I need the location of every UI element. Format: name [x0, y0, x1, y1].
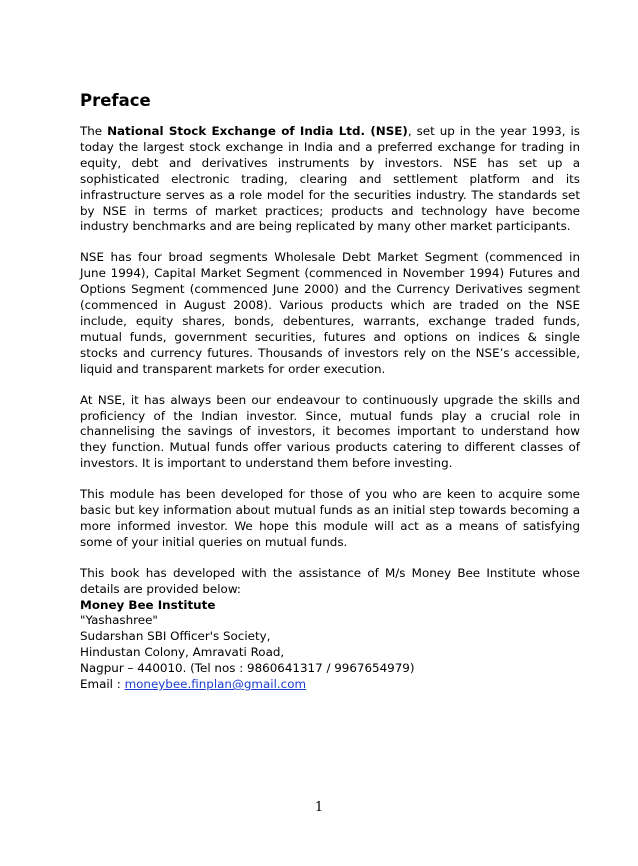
paragraph-segments: NSE has four broad segments Wholesale Debt Market Segment (commenced in June 1994), Capital Market Segment (commenced in November 1994) Futures and Options Segment (commenced June 2000) and the Currency Derivatives segment (commenced in August 2008). Various products which are traded on the NSE include, equity shares, bonds, debentures, warrants, exchange traded funds, mutual funds, government securities, futures and options on indices & single stocks and currency futures. Thousands of investors rely on the NSE’s accessible, liquid and transparent markets for order execution.	[80, 250, 580, 376]
page-number: 1	[314, 800, 324, 815]
institute-email-line	[80, 677, 580, 693]
intro-text: The	[80, 124, 108, 138]
paragraph-nse-intro	[80, 124, 580, 235]
institute-society: Sudarshan SBI Officer's Society,	[80, 629, 271, 644]
email-label: Email :	[80, 677, 125, 692]
nse-name: National Stock Exchange of India Ltd. (NSE)	[107, 124, 408, 138]
institute-name: Money Bee Institute	[80, 597, 216, 612]
institute-address	[80, 598, 580, 693]
institute-colony: Hindustan Colony, Amravati Road,	[80, 645, 285, 660]
paragraph-module: This module has been developed for those of you who are keen to acquire some basic but key information about mutual funds as an initial step towards becoming a more informed investor. We hope this module will act as a means of satisfying some of your initial queries on mutual funds.	[80, 487, 580, 549]
page-title: Preface	[80, 91, 151, 110]
institute-building: "Yashashree"	[80, 613, 158, 628]
intro-rest-text: , set up in the year 1993, is today the largest stock exchange in India and a preferred exchange for trading in equity, debt and derivatives instruments by investors. NSE has set up a sophisticated electronic trading, clearing and settlement platform and its infrastructure serves as a role model for the securities industry. The standards set by NSE in terms of market practices; products and technology have become industry benchmarks and are being replicated by many other market participants.	[80, 124, 580, 234]
paragraph-assistance: This book has developed with the assistance of M/s Money Bee Institute whose details are provided below:	[80, 565, 580, 596]
institute-city-phone: Nagpur – 440010. (Tel nos : 9860641317 / 9967654979)	[80, 661, 415, 676]
document-page	[80, 90, 580, 693]
email-link[interactable]: moneybee.finplan@gmail.com	[124, 677, 307, 692]
paragraph-endeavour: At NSE, it has always been our endeavour to continuously upgrade the skills and proficiency of the Indian investor. Since, mutual funds play a crucial role in channelising the savings of investors, it becomes important to understand how they function. Mutual funds offer various products catering to different classes of investors. It is important to understand them before investing.	[80, 392, 580, 471]
